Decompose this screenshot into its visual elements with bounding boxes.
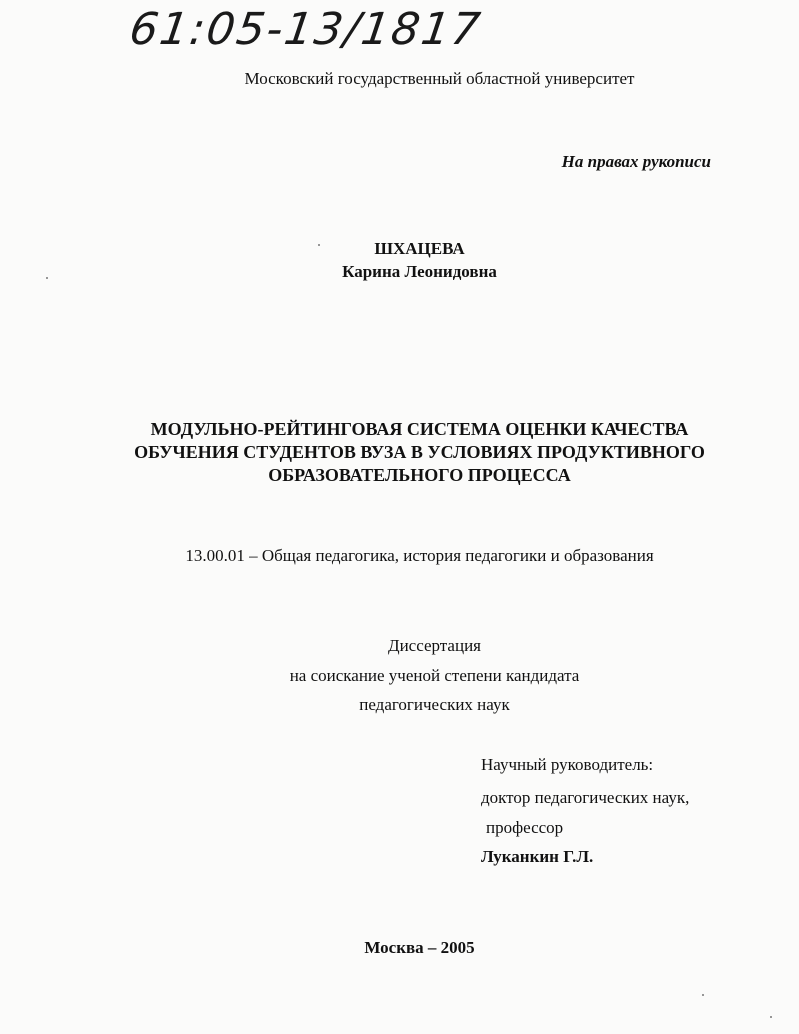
scan-speck: [770, 1016, 772, 1018]
manuscript-rights-note: На правах рукописи: [561, 152, 711, 171]
dissertation-title: [20, 418, 799, 487]
scan-speck: [46, 277, 48, 279]
university-name: Московский государственный областной университет: [244, 69, 635, 88]
scan-speck: [702, 994, 704, 996]
title-line: ОБРАЗОВАТЕЛЬНОГО ПРОЦЕССА: [268, 465, 571, 485]
scan-speck: [318, 244, 320, 246]
degree-purpose: на соискание ученой степени кандидата: [289, 666, 580, 685]
title-line: МОДУЛЬНО-РЕЙТИНГОВАЯ СИСТЕМА ОЦЕНКИ КАЧЕСТВА: [150, 419, 689, 439]
supervisor-name: Луканкин Г.Л.: [481, 847, 594, 866]
author-surname: ШХАЦЕВА: [374, 239, 465, 258]
handwritten-archive-number: 61:05-13/1817: [126, 4, 486, 55]
dissertation-label: Диссертация: [387, 636, 481, 655]
title-line: ОБУЧЕНИЯ СТУДЕНТОВ ВУЗА В УСЛОВИЯХ ПРОДУКТИВНОГО: [134, 442, 705, 462]
supervisor-label: Научный руководитель:: [481, 755, 654, 774]
degree-field: педагогических наук: [359, 695, 510, 714]
author-given-names: Карина Леонидовна: [342, 262, 497, 281]
supervisor-rank: профессор: [486, 818, 564, 837]
city-year: Москва – 2005: [364, 938, 475, 957]
specialty-code: 13.00.01 – Общая педагогика, история педагогики и образования: [185, 546, 654, 565]
supervisor-degree: доктор педагогических наук,: [481, 788, 690, 807]
